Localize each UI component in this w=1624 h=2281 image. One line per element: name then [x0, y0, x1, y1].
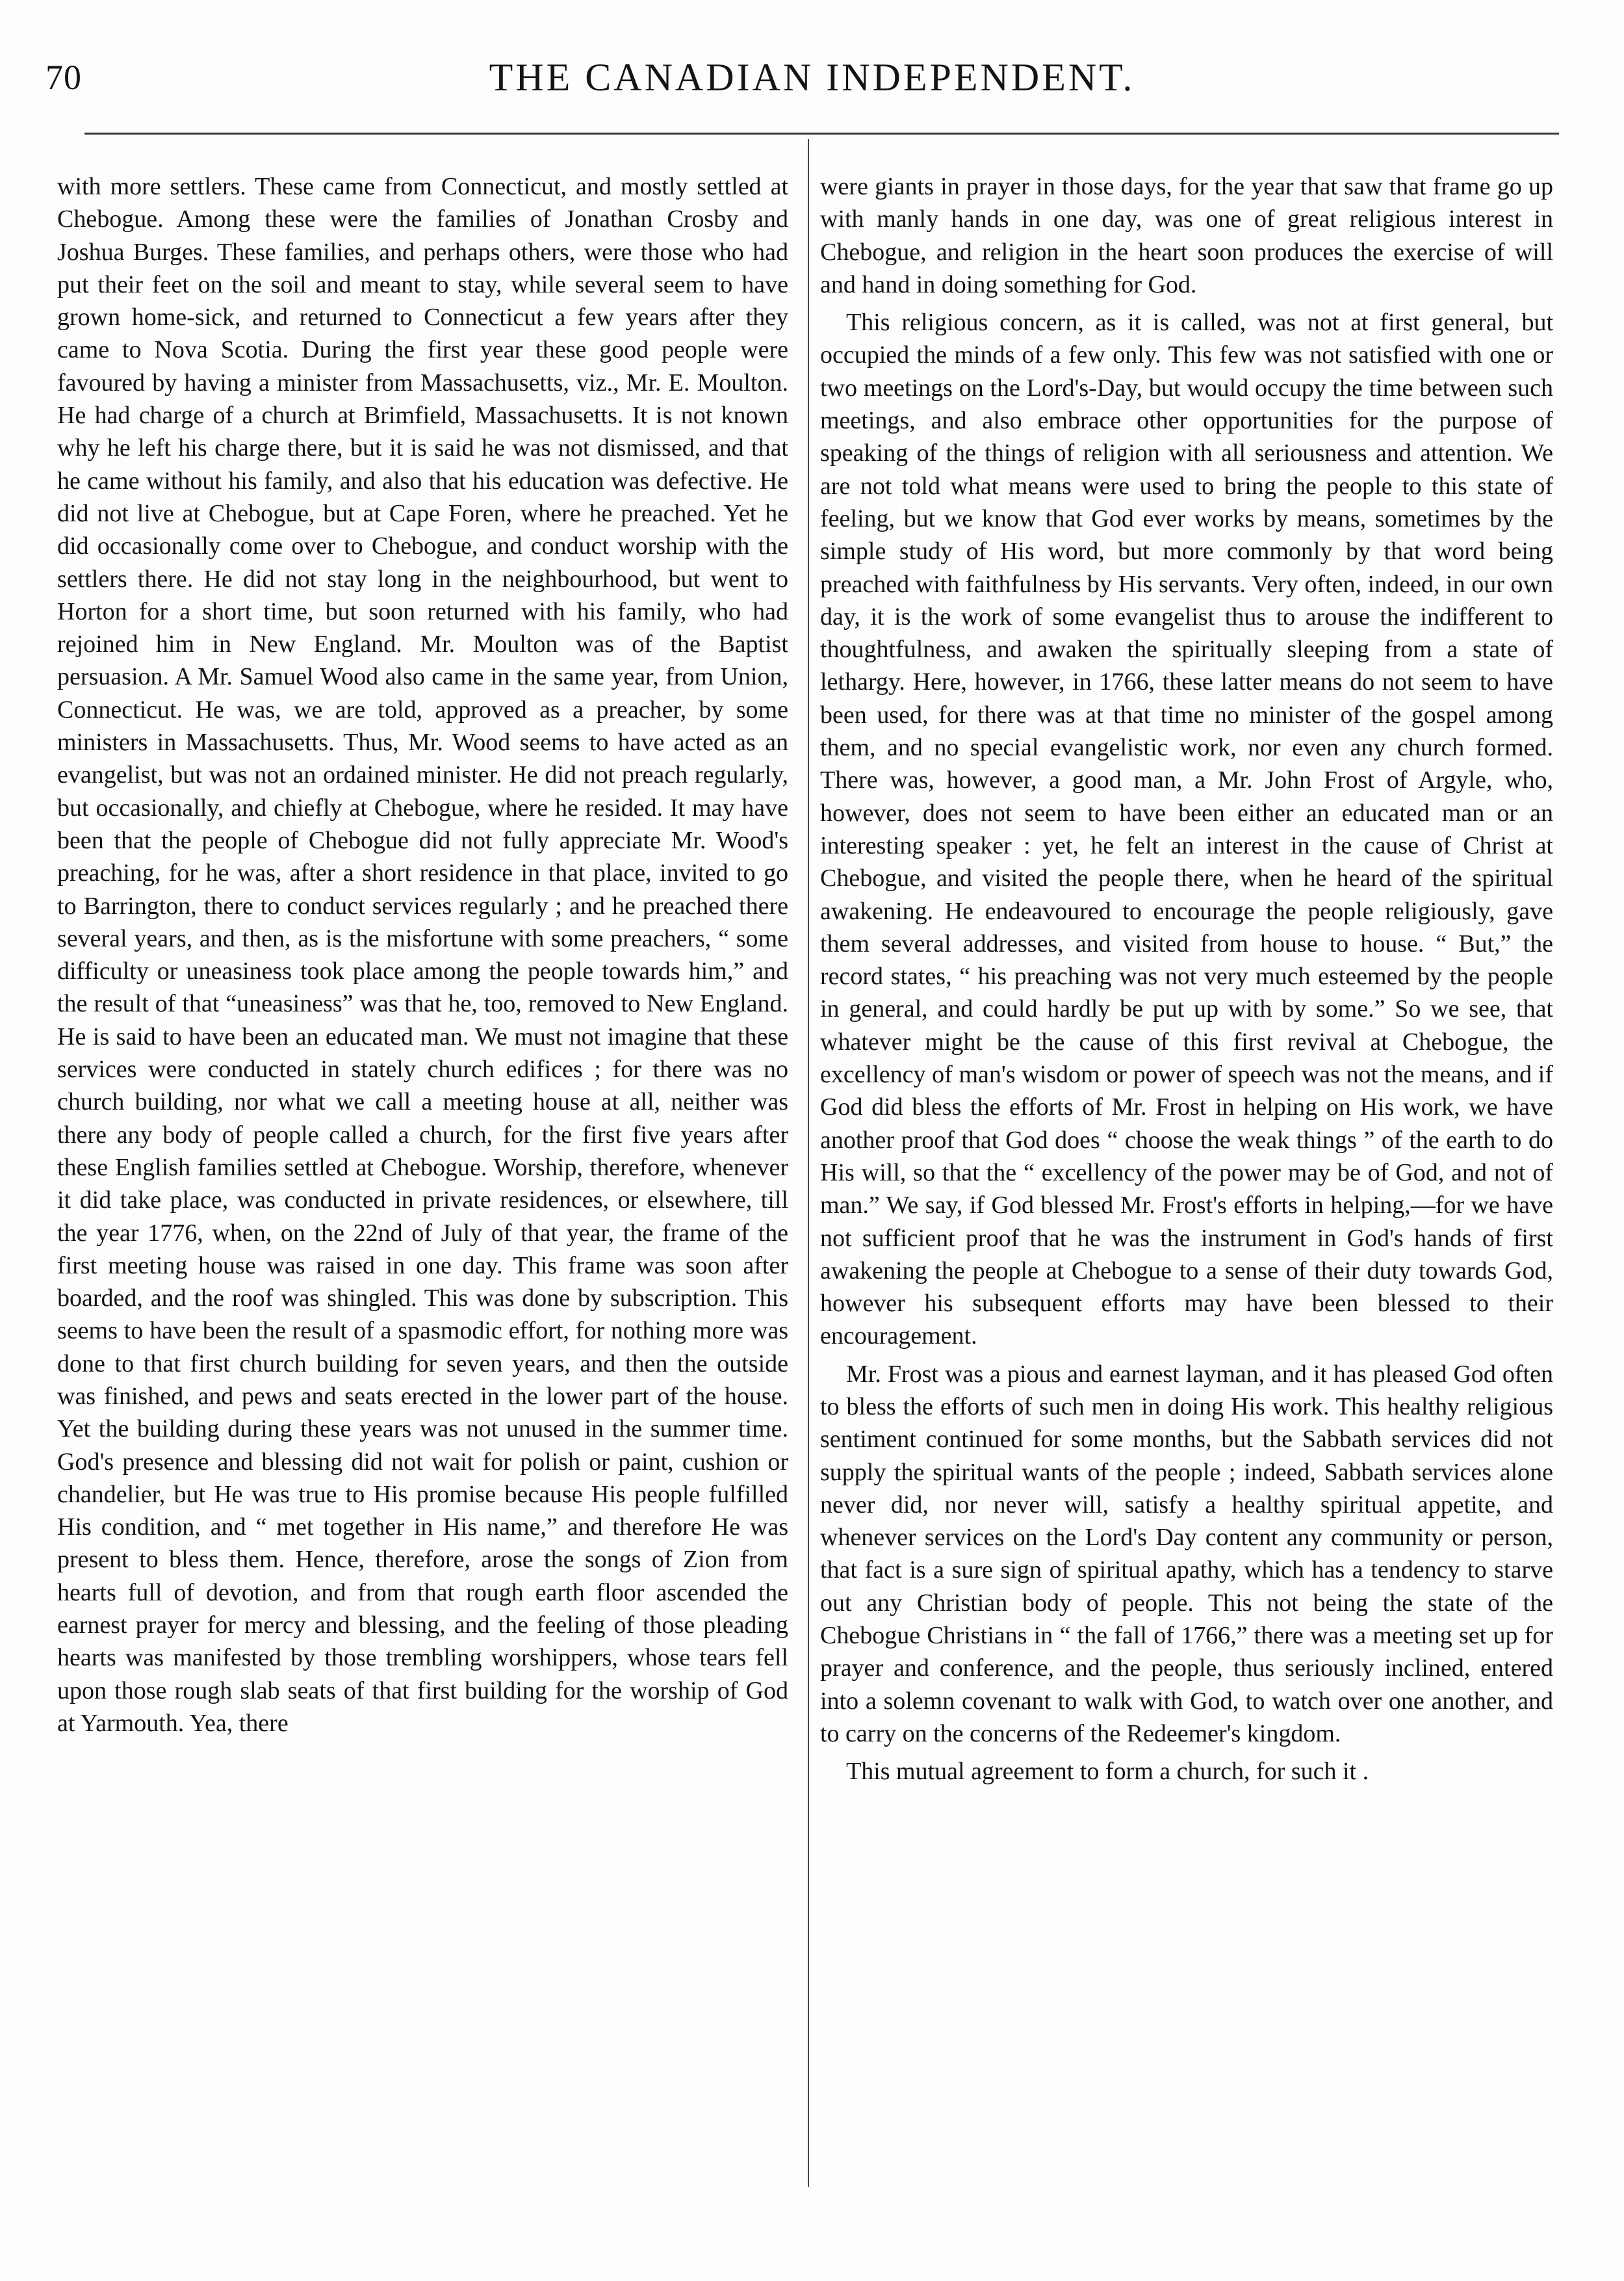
running-title: THE CANADIAN INDEPENDENT.: [489, 56, 1135, 99]
right-column: [820, 170, 1553, 2211]
left-paragraph-1: with more settlers. These came from Connecticut, and mostly settled at Chebogue. Among these were the families of Jonathan Crosby and Joshua Burges. These families, and perhaps others, were those who had put their feet on the soil and meant to stay, while several seem to have grown home-sick, and returned to Connecticut a few years after they came to Nova Scotia. During the first year these good people were favoured by having a minister from Massachusetts, viz., Mr. E. Moulton. He had charge of a church at Brimfield, Massachusetts. It is not known why he left his charge there, but it is said he was not dismissed, and that he came without his family, and also that his education was defective. He did not live at Chebogue, but at Cape Foren, where he preached. Yet he did occasionally come over to Chebogue, and conduct worship with the settlers there. He did not stay long in the neighbourhood, but went to Horton for a short time, but soon returned with his family, who had rejoined him in New England. Mr. Moulton was of the Baptist persuasion. A Mr. Samuel Wood also came in the same year, from Union, Connecticut. He was, we are told, approved as a preacher, by some ministers in Massachusetts. Thus, Mr. Wood seems to have acted as an evangelist, but was not an ordained minister. He did not preach regularly, but occasionally, and chiefly at Chebogue, where he resided. It may have been that the people of Chebogue did not fully appreciate Mr. Wood's preaching, for he was, after a short residence in that place, invited to go to Barrington, there to conduct services regularly ; and he preached there several years, and then, as is the misfortune with some preachers, “ some difficulty or uneasiness took place among the people towards him,” and the result of that “uneasiness” was that he, too, removed to New England. He is said to have been an educated man. We must not imagine that these services were conducted in stately church edifices ; for there was no church building, nor what we call a meeting house at all, neither was there any body of people called a church, for the first five years after these English families settled at Chebogue. Worship, therefore, whenever it did take place, was conducted in private residences, or elsewhere, till the year 1776, when, on the 22nd of July of that year, the frame of the first meeting house was raised in one day. This frame was soon after boarded, and the roof was shingled. This was done by subscription. This seems to have been the result of a spasmodic effort, for nothing more was done to that first church building for seven years, and then the outside was finished, and pews and seats erected in the lower part of the house. Yet the building during these years was not unused in the summer time. God's presence and blessing did not wait for polish or paint, cushion or chandelier, but He was true to His promise because His people fulfilled His condition, and “ met together in His name,” and therefore He was present to bless them. Hence, therefore, arose the songs of Zion from hearts full of devotion, and from that rough earth floor ascended the earnest prayer for mercy and blessing, and the feeling of those pleading hearts was manifested by those trembling worshippers, whose tears fell upon those rough slab seats of that first building for the worship of God at Yarmouth. Yea, there: [57, 173, 788, 1737]
right-paragraph-4: This mutual agreement to form a church, for such it .: [846, 1758, 1369, 1786]
column-rule: [808, 139, 809, 2187]
page-number: 70: [45, 58, 82, 97]
right-paragraph-2: This religious concern, as it is called, was not at first general, but occupied the minds of a few only. This few was not satisfied with one or two meetings on the Lord's-Day, but would occupy the time between such meetings, and also embrace other opportunities for the purpose of speaking of the things of religion with all seriousness and attention. We are not told what means were used to bring the people to this state of feeling, but we know that God ever works by means, sometimes by the simple study of His word, but more commonly by that word being preached with faithfulness by His servants. Very often, indeed, in our own day, it is the work of some evangelist thus to arouse the indifferent to thoughtfulness, and awaken the spiritually sleeping from a state of lethargy. Here, however, in 1766, these latter means do not seem to have been used, for there was at that time no minister of the gospel among them, and no special evangelistic work, nor even any church formed. There was, however, a good man, a Mr. John Frost of Argyle, who, however, does not seem to have been either an educated man or an interesting speaker : yet, he felt an interest in the cause of Christ at Chebogue, and visited the people there, when he heard of the spiritual awakening. He endeavoured to encourage the people religiously, gave them several addresses, and visited from house to house. “ But,” the record states, “ his preaching was not very much esteemed by the people in general, and could hardly be put up with by some.” So we see, that whatever might be the cause of this first revival at Chebogue, the excellency of man's wisdom or power of speech was not the means, and if God did bless the efforts of Mr. Frost in helping on His work, we have another proof that God does “ choose the weak things ” of the earth to do His will, so that the “ excellency of the power may be of God, and not of man.” We say, if God blessed Mr. Frost's efforts in helping,—for we have not sufficient proof that he was the instrument in God's hands of first awakening the people at Chebogue to a sense of their duty towards God, however his subsequent efforts may have been blessed to their encouragement.: [820, 309, 1553, 1350]
right-paragraph-3: Mr. Frost was a pious and earnest layman, and it has pleased God often to bless the efforts of such men in doing His work. This healthy religious sentiment continued for some months, but the Sabbath services did not supply the spiritual wants of the people ; indeed, Sabbath services alone never did, nor never will, satisfy a healthy spiritual appetite, and whenever services on the Lord's Day content any community or person, that fact is a sure sign of spiritual apathy, which has a tendency to starve out any Christian body of people. This not being the state of the Chebogue Christians in “ the fall of 1766,” there was a meeting set up for prayer and conference, and the people, thus seriously inclined, entered into a solemn covenant to walk with God, to watch over one another, and to carry on the concerns of the Redeemer's kingdom.: [820, 1360, 1553, 1747]
page-header: [45, 55, 1579, 113]
right-paragraph-1: were giants in prayer in those days, for the year that saw that frame go up with manly hands in one day, was one of great religious interest in Chebogue, and religion in the heart soon produces the exercise of will and hand in doing something for God.: [820, 173, 1553, 298]
left-column: [57, 170, 788, 2211]
header-rule: [84, 133, 1559, 135]
